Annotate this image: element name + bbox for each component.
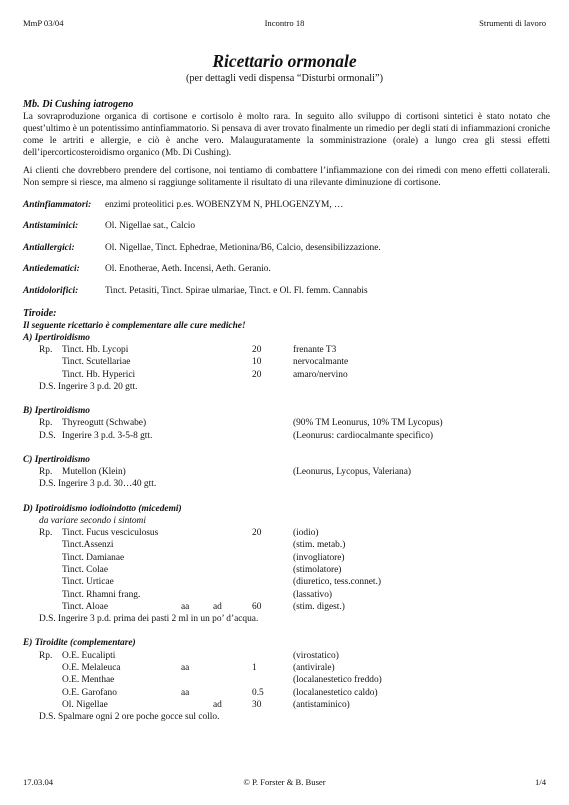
rx-note: (lassativo) (293, 589, 333, 600)
rx-note: (Leonurus: cardiocalmante specifico) (293, 430, 434, 441)
recipe-b (23, 405, 550, 442)
rx-aa: aa (181, 601, 190, 612)
recipe-ds (23, 381, 550, 393)
footer-page-number: 1/4 (535, 777, 546, 787)
recipe-row (23, 539, 550, 551)
category-key: Antiallergici: (23, 242, 75, 253)
recipe-row (23, 650, 550, 662)
rx-ingredient: O.E. Eucalipti (62, 650, 116, 661)
category-value: Ol. Enotherae, Aeth. Incensi, Aeth. Geranio. (105, 264, 271, 274)
recipe-row (23, 687, 550, 699)
rx-prefix: D.S. (39, 430, 56, 441)
page-subtitle: (per dettagli vedi dispensa “Disturbi ormonali”) (185, 73, 383, 84)
recipe-row (23, 430, 550, 442)
rx-ingredient: Tinct. Rhamni frang. (62, 589, 141, 600)
rx-aa: aa (181, 662, 190, 673)
recipe-a (23, 332, 550, 393)
header-right: Strumenti di lavoro (479, 18, 546, 28)
rx-ingredient: O.E. Menthae (62, 675, 115, 686)
category-key: Antistaminici: (23, 221, 79, 231)
recipe-row (23, 369, 550, 381)
recipe-ds (23, 613, 550, 625)
recipe-heading: D) Ipotiroidismo iodioindotto (micedemi) (23, 503, 182, 514)
recipe-row (23, 356, 550, 368)
rx-aa: aa (181, 687, 190, 698)
rx-prefix: Rp. (39, 418, 53, 429)
rx-ingredient: Tinct.Assenzi (62, 540, 114, 551)
recipe-heading: C) Ipertiroidismo (23, 454, 90, 465)
cushing-paragraph-2: Ai clienti che dovrebbero prendere del cortisone, noi tentiamo di combattere l’infiammazione con dei rimedi con meno effetti collaterali. Non sempre si riesce, ma almeno si raggiunge solitamente il risultato di una rilevante diminuzione di cortisone. (23, 166, 550, 188)
recipe-e (23, 637, 550, 723)
header-center: Incontro 18 (264, 18, 305, 28)
rx-note: (stim. metab.) (293, 540, 346, 551)
recipe-heading: A) Ipertiroidismo (23, 332, 90, 343)
category-row (23, 285, 550, 297)
rx-note: frenante T3 (293, 344, 337, 355)
page-footer (23, 776, 546, 788)
rx-amount: 0.5 (252, 687, 264, 698)
remedy-categories (23, 199, 550, 297)
recipe-row (23, 564, 550, 576)
recipe-row (23, 674, 550, 686)
rx-note: (localanestetico caldo) (293, 687, 378, 698)
header-left: MmP 03/04 (23, 18, 64, 28)
recipe-heading: B) Ipertiroidismo (23, 406, 90, 417)
recipe-row (23, 699, 550, 711)
rx-amount: 20 (252, 344, 262, 355)
rx-note: amaro/nervino (293, 369, 348, 380)
rx-ad: ad (213, 601, 222, 612)
rx-note: (antistaminico) (293, 699, 350, 710)
document-body (23, 99, 550, 723)
rx-prefix: Rp. (39, 467, 53, 478)
tiroide-heading: Tiroide: (23, 307, 57, 319)
rx-ingredient: Tinct. Hb. Hyperici (62, 369, 136, 380)
rx-ingredient: Tinct. Hb. Lycopi (62, 344, 129, 355)
rx-ingredient: O.E. Melaleuca (62, 662, 121, 673)
rx-ingredient: Mutellon (Klein) (62, 467, 126, 478)
recipe-d (23, 503, 550, 626)
rx-note: (Leonurus, Lycopus, Valeriana) (293, 467, 412, 478)
recipe-row (23, 552, 550, 564)
recipe-row (23, 576, 550, 588)
category-value: enzimi proteolitici p.es. WOBENZYM N, PHLOGENZYM, … (105, 199, 344, 210)
category-row (23, 220, 550, 232)
recipe-row (23, 417, 550, 429)
category-value: Ol. Nigellae sat., Calcio (105, 221, 196, 231)
rx-ingredient: O.E. Garofano (62, 687, 117, 698)
recipe-c (23, 454, 550, 491)
rx-prefix: Rp. (39, 344, 53, 355)
recipe-ds (23, 711, 550, 723)
rx-ingredient: Tinct. Colae (62, 564, 109, 575)
recipe-subheading: da variare secondo i sintomi (39, 515, 146, 526)
rx-note: (virostatico) (293, 650, 339, 661)
rx-ad: ad (213, 699, 222, 710)
rx-note: (antivirale) (293, 662, 335, 673)
rx-ingredient: Thyreogutt (Schwabe) (62, 418, 147, 429)
recipe-row (23, 601, 550, 613)
rx-prefix: Rp. (39, 650, 53, 661)
tiroide-section (23, 308, 550, 724)
rx-ds-text: D.S. Ingerire 3 p.d. 20 gtt. (39, 381, 138, 392)
rx-amount: 60 (252, 601, 262, 612)
rx-ingredient: Tinct. Aloae (62, 601, 109, 612)
rx-note: (stimolatore) (293, 564, 342, 575)
rx-amount: 20 (252, 369, 262, 380)
rx-note: (iodio) (293, 528, 319, 539)
rx-ingredient: Tinct. Scutellariae (62, 357, 131, 368)
rx-note: (stim. digest.) (293, 601, 345, 612)
category-row (23, 263, 550, 275)
recipe-ds (23, 478, 550, 490)
category-key: Antidolorifici: (23, 285, 79, 296)
rx-note: (diuretico, tess.connet.) (293, 577, 381, 588)
category-key: Antiedematici: (23, 264, 80, 274)
rx-ingredient: Ol. Nigellae (62, 699, 108, 710)
rx-ingredient: Tinct. Urticae (62, 577, 114, 588)
rx-ingredient: Tinct. Fucus vesciculosus (62, 528, 159, 539)
rx-amount: 30 (252, 699, 262, 710)
recipe-row (23, 344, 550, 356)
recipe-row (23, 527, 550, 539)
recipe-row (23, 662, 550, 674)
rx-amount: 1 (252, 662, 257, 673)
rx-note: (localanestetico freddo) (293, 675, 382, 686)
recipe-row (23, 466, 550, 478)
rx-note: (90% TM Leonurus, 10% TM Lycopus) (293, 418, 443, 429)
rx-amount: 10 (252, 357, 262, 368)
category-value: Tinct. Petasiti, Tinct. Spirae ulmariae, Tinct. e Ol. Fl. femm. Cannabis (105, 285, 368, 296)
cushing-paragraph-1: La sovraproduzione organica di cortisone e cortisolo è molto rara. In seguito allo sviluppo di cortisoni sintetici è stato notato che quest’ultimo è un potentissimo antinfiammatorio. Si pensava di aver trovato finalmente un rimedio per degli stati di infiammazioni croniche come le artriti e allergie, e ciò è anche vero. Malauguratamente la somministrazione (orale) a lungo crea gli stessi effetti dell’ipercorticosteroidismo organico (Mb. Di Cushing). (23, 112, 550, 158)
rx-ingredient: Ingerire 3 p.d. 3-5-8 gtt. (62, 430, 153, 441)
page-title: Ricettario ormonale (212, 51, 357, 71)
rx-ingredient: Tinct. Damianae (62, 552, 125, 563)
category-key: Antinfiammatori: (23, 199, 92, 210)
rx-note: (invogliatore) (293, 552, 345, 563)
page-header (23, 17, 546, 29)
recipe-heading: E) Tiroidite (complementare) (23, 638, 136, 649)
recipe-row (23, 589, 550, 601)
rx-amount: 20 (252, 528, 262, 539)
rx-note: nervocalmante (293, 357, 349, 368)
rx-ds-text: D.S. Spalmare ogni 2 ore poche gocce sul collo. (39, 712, 220, 723)
rx-prefix: Rp. (39, 528, 53, 539)
category-value: Ol. Nigellae, Tinct. Ephedrae, Metionina/B6, Calcio, desensibilizzazione. (105, 242, 381, 253)
tiroide-note: Il seguente ricettario è complementare alle cure mediche! (23, 320, 246, 331)
category-row (23, 199, 550, 211)
footer-date: 17.03.04 (23, 777, 54, 787)
rx-ds-text: D.S. Ingerire 3 p.d. 30…40 gtt. (39, 479, 157, 490)
cushing-heading: Mb. Di Cushing iatrogeno (23, 99, 134, 110)
rx-ds-text: D.S. Ingerire 3 p.d. prima dei pasti 2 ml in un po’ d’acqua. (39, 614, 259, 625)
category-row (23, 242, 550, 254)
footer-copyright: © P. Forster & B. Buser (243, 777, 326, 787)
